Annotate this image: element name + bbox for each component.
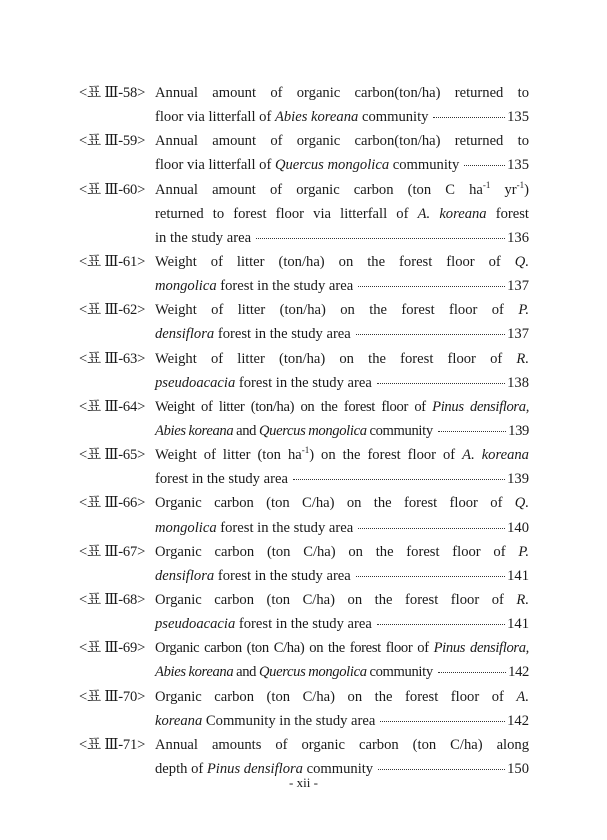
species-name: densiflora bbox=[155, 326, 215, 343]
table-label: <표 Ⅲ-59> bbox=[79, 133, 146, 150]
superscript: -1 bbox=[482, 179, 491, 190]
table-label: <표 Ⅲ-58> bbox=[79, 85, 146, 101]
table-caption bbox=[155, 685, 529, 733]
text-segment: depth of bbox=[155, 760, 207, 777]
caption-line bbox=[155, 467, 529, 491]
page-number-link[interactable]: 138 bbox=[507, 374, 529, 391]
page-number-link[interactable]: 136 bbox=[507, 229, 529, 246]
caption-text bbox=[155, 351, 529, 367]
page-number-footer: - xii - bbox=[289, 775, 318, 790]
toc-entry[interactable] bbox=[79, 588, 529, 636]
text-segment: community bbox=[366, 422, 433, 439]
species-name: Abies koreana bbox=[274, 109, 359, 126]
species-name: mongolica bbox=[155, 278, 217, 295]
species-name: A. koreana bbox=[417, 205, 487, 222]
caption-text bbox=[155, 85, 529, 101]
table-label: <표 Ⅲ-65> bbox=[79, 447, 146, 464]
page-number-link[interactable]: 135 bbox=[507, 109, 529, 126]
caption-line bbox=[155, 516, 529, 540]
caption-text bbox=[155, 640, 529, 656]
species-name: Q. bbox=[514, 253, 529, 270]
text-segment: yr bbox=[490, 181, 517, 198]
table-label: <표 Ⅲ-62> bbox=[79, 302, 146, 319]
caption-text bbox=[155, 105, 428, 129]
species-name: Pinus densiflora, bbox=[432, 398, 529, 415]
caption-text bbox=[155, 419, 433, 443]
caption-text bbox=[155, 737, 529, 753]
caption-line bbox=[155, 153, 529, 177]
text-segment: Organic carbon (ton C/ha) on the forest floor of bbox=[155, 495, 515, 512]
page-number-link[interactable]: 142 bbox=[507, 712, 529, 729]
caption-text bbox=[155, 226, 251, 250]
table-label: <표 Ⅲ-68> bbox=[79, 591, 146, 608]
toc-entry[interactable] bbox=[79, 395, 529, 443]
dot-leader bbox=[358, 285, 505, 287]
species-name: R. bbox=[516, 350, 529, 367]
caption-line bbox=[155, 564, 529, 588]
species-name: Abies koreana bbox=[155, 664, 234, 681]
text-segment: forest in the study area bbox=[216, 278, 354, 295]
caption-text bbox=[155, 592, 529, 608]
text-segment: forest in the study area bbox=[155, 471, 288, 488]
caption-line bbox=[155, 371, 529, 395]
table-caption bbox=[155, 178, 529, 250]
text-segment: Organic carbon (ton C/ha) on the forest floor of bbox=[155, 688, 517, 705]
text-segment: Weight of litter (ton/ha) on the forest floor of bbox=[155, 302, 519, 319]
page-number-link[interactable]: 142 bbox=[508, 664, 529, 681]
species-name: mongolica bbox=[155, 519, 217, 536]
table-caption bbox=[155, 636, 529, 684]
caption-line bbox=[155, 274, 529, 298]
dot-leader bbox=[358, 527, 505, 529]
text-segment: ) on the forest floor of bbox=[309, 447, 463, 464]
text-segment: forest in the study area bbox=[214, 567, 351, 584]
table-label: <표 Ⅲ-61> bbox=[79, 253, 146, 270]
page-number-link[interactable]: 141 bbox=[507, 567, 529, 584]
species-name: Quercus mongolica bbox=[258, 422, 367, 439]
species-name: Q. bbox=[514, 495, 529, 512]
caption-line bbox=[155, 709, 529, 733]
caption-line bbox=[155, 540, 529, 564]
caption-line bbox=[155, 298, 529, 322]
dot-leader bbox=[293, 478, 505, 480]
dot-leader bbox=[356, 575, 505, 577]
caption-text bbox=[155, 274, 353, 298]
dot-leader bbox=[377, 623, 505, 625]
species-name: P. bbox=[518, 543, 529, 560]
species-name: Pinus densiflora, bbox=[433, 640, 529, 657]
table-caption bbox=[155, 443, 529, 491]
caption-line bbox=[155, 202, 529, 226]
text-segment: forest in the study area bbox=[214, 326, 351, 343]
dot-leader bbox=[438, 430, 506, 432]
text-segment: Weight of litter (ton/ha) on the forest floor of bbox=[155, 253, 515, 270]
text-segment: Organic carbon (ton C/ha) on the forest floor of bbox=[155, 543, 519, 560]
caption-line bbox=[155, 612, 529, 636]
page-number-link[interactable]: 141 bbox=[507, 616, 529, 633]
table-caption bbox=[155, 395, 529, 443]
caption-text bbox=[155, 399, 529, 415]
table-label: <표 Ⅲ-66> bbox=[79, 495, 146, 512]
species-name: pseudoacacia bbox=[155, 616, 236, 633]
toc-entry[interactable] bbox=[79, 250, 529, 298]
caption-text bbox=[155, 254, 529, 270]
table-label: <표 Ⅲ-64> bbox=[79, 398, 146, 415]
dot-leader bbox=[380, 720, 505, 722]
caption-line bbox=[155, 491, 529, 515]
table-label: <표 Ⅲ-63> bbox=[79, 350, 146, 367]
species-name: densiflora bbox=[155, 567, 215, 584]
caption-line bbox=[155, 105, 529, 129]
text-segment: forest in the study area bbox=[235, 616, 372, 633]
table-caption bbox=[155, 733, 529, 781]
species-name: P. bbox=[518, 302, 529, 319]
toc-entry[interactable] bbox=[79, 347, 529, 395]
caption-line bbox=[155, 178, 529, 202]
text-segment: community bbox=[358, 109, 429, 126]
caption-text bbox=[155, 447, 529, 463]
caption-text bbox=[155, 133, 529, 149]
caption-line bbox=[155, 685, 529, 709]
caption-line bbox=[155, 129, 529, 153]
page-number-link[interactable]: 139 bbox=[507, 471, 529, 488]
caption-line bbox=[155, 419, 529, 443]
caption-text bbox=[155, 544, 529, 560]
text-segment: and bbox=[233, 422, 259, 439]
caption-line bbox=[155, 660, 529, 684]
dot-leader bbox=[256, 237, 505, 239]
toc-entry[interactable] bbox=[79, 443, 529, 491]
caption-text bbox=[155, 467, 288, 491]
text-segment: and bbox=[233, 664, 259, 681]
caption-line bbox=[155, 395, 529, 419]
table-caption bbox=[155, 81, 529, 129]
table-caption bbox=[155, 588, 529, 636]
toc-entry[interactable] bbox=[79, 685, 529, 733]
species-name: A. koreana bbox=[462, 447, 529, 464]
page-number-link[interactable]: 137 bbox=[507, 278, 529, 295]
table-caption bbox=[155, 347, 529, 395]
toc-entry[interactable] bbox=[79, 129, 529, 177]
caption-text bbox=[155, 516, 353, 540]
caption-line bbox=[155, 347, 529, 371]
page-number-link[interactable]: 140 bbox=[507, 519, 529, 536]
table-caption bbox=[155, 540, 529, 588]
caption-line bbox=[155, 81, 529, 105]
text-segment: Weight of litter (ton/ha) on the forest floor of bbox=[155, 350, 517, 367]
caption-line bbox=[155, 250, 529, 274]
species-name: A. bbox=[516, 688, 529, 705]
text-segment: community bbox=[389, 157, 460, 174]
caption-text bbox=[155, 206, 529, 222]
text-segment: Weight of litter (ton ha bbox=[155, 447, 302, 464]
species-name: Quercus mongolica bbox=[274, 157, 390, 174]
text-segment: Community in the study area bbox=[202, 712, 376, 729]
caption-line bbox=[155, 588, 529, 612]
caption-text bbox=[155, 302, 529, 318]
species-name: Abies koreana bbox=[155, 422, 234, 439]
text-segment: Organic carbon (ton C/ha) on the forest floor of bbox=[155, 640, 434, 657]
caption-text bbox=[155, 495, 529, 511]
text-segment: forest bbox=[486, 205, 529, 222]
table-caption bbox=[155, 250, 529, 298]
toc-entry[interactable] bbox=[79, 540, 529, 588]
table-caption bbox=[155, 298, 529, 346]
toc-entry[interactable] bbox=[79, 178, 529, 250]
text-segment: ) bbox=[524, 181, 529, 198]
dot-leader bbox=[438, 671, 506, 673]
text-segment: Annual amount of organic carbon(ton/ha) returned to bbox=[155, 85, 529, 101]
page-number-link[interactable]: 139 bbox=[508, 422, 529, 439]
text-segment: returned to forest floor via litterfall of bbox=[155, 205, 418, 222]
text-segment: Annual amount of organic carbon (ton C ha bbox=[155, 181, 483, 198]
caption-text bbox=[155, 689, 529, 705]
text-segment: floor via litterfall of bbox=[155, 157, 275, 174]
toc-entry[interactable] bbox=[79, 298, 529, 346]
page-number-link[interactable]: 137 bbox=[507, 326, 529, 343]
species-name: pseudoacacia bbox=[155, 374, 236, 391]
dot-leader bbox=[377, 382, 505, 384]
table-label: <표 Ⅲ-71> bbox=[79, 736, 146, 753]
dot-leader bbox=[378, 768, 505, 770]
toc-entry[interactable] bbox=[79, 491, 529, 539]
table-label: <표 Ⅲ-67> bbox=[79, 543, 146, 560]
table-caption bbox=[155, 129, 529, 177]
caption-text bbox=[155, 564, 351, 588]
species-name: Pinus densiflora bbox=[206, 760, 303, 777]
superscript: -1 bbox=[516, 179, 525, 190]
caption-line bbox=[155, 636, 529, 660]
text-segment: in the study area bbox=[155, 229, 252, 246]
toc-entry[interactable] bbox=[79, 636, 529, 684]
text-segment: community bbox=[366, 664, 433, 681]
table-label: <표 Ⅲ-70> bbox=[79, 688, 146, 705]
species-name: Quercus mongolica bbox=[258, 664, 367, 681]
page-number-link[interactable]: 135 bbox=[507, 157, 529, 174]
dot-leader bbox=[356, 333, 505, 335]
text-segment: Annual amounts of organic carbon (ton C/ha) along bbox=[155, 736, 529, 753]
toc-entry[interactable] bbox=[79, 81, 529, 129]
caption-text bbox=[155, 709, 375, 733]
page-number-link[interactable]: 150 bbox=[507, 760, 529, 777]
text-segment: community bbox=[302, 760, 374, 777]
text-segment: Weight of litter (ton/ha) on the forest floor of bbox=[155, 398, 433, 415]
caption-text bbox=[155, 179, 529, 198]
caption-text bbox=[155, 612, 372, 636]
table-label: <표 Ⅲ-60> bbox=[79, 181, 146, 198]
table-of-tables-list bbox=[79, 81, 529, 781]
superscript: -1 bbox=[301, 445, 310, 456]
caption-text bbox=[155, 322, 351, 346]
species-name: R. bbox=[516, 591, 529, 608]
text-segment: floor via litterfall of bbox=[155, 109, 275, 126]
species-name: koreana bbox=[155, 712, 203, 729]
text-segment: Organic carbon (ton C/ha) on the forest floor of bbox=[155, 591, 517, 608]
caption-line bbox=[155, 322, 529, 346]
text-segment: forest in the study area bbox=[235, 374, 372, 391]
caption-text bbox=[155, 371, 372, 395]
dot-leader bbox=[464, 164, 505, 166]
caption-line bbox=[155, 733, 529, 757]
dot-leader bbox=[433, 116, 505, 118]
table-caption bbox=[155, 491, 529, 539]
caption-line bbox=[155, 443, 529, 467]
text-segment: Annual amount of organic carbon(ton/ha) returned to bbox=[155, 133, 529, 150]
caption-line bbox=[155, 226, 529, 250]
toc-entry[interactable] bbox=[79, 733, 529, 781]
caption-text bbox=[155, 153, 459, 177]
text-segment: forest in the study area bbox=[216, 519, 354, 536]
table-label: <표 Ⅲ-69> bbox=[79, 640, 146, 657]
caption-text bbox=[155, 660, 433, 684]
